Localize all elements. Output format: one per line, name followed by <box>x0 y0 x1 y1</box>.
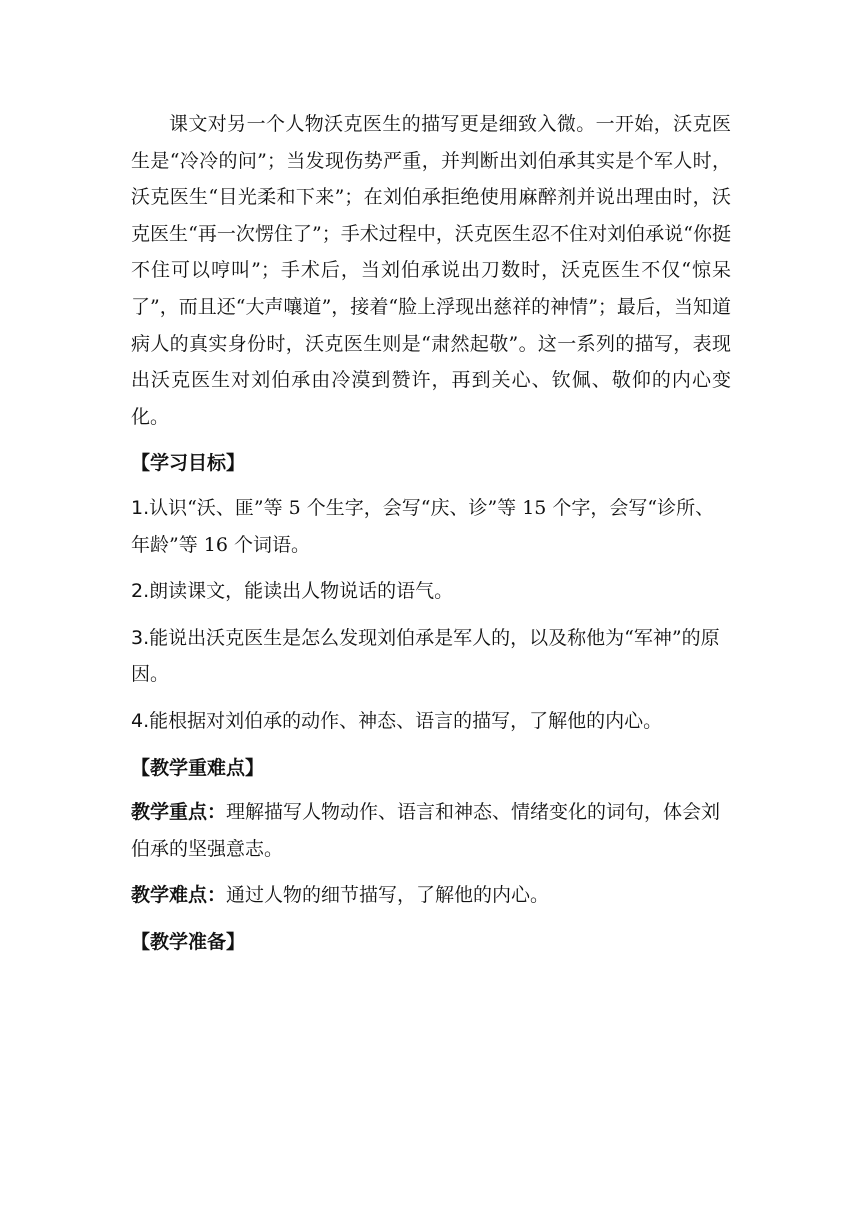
objective-item-2 <box>131 573 731 610</box>
teaching-difficulty-text: 通过人物的细节描写，了解他的内心。 <box>226 884 550 907</box>
objective-number: 1. <box>131 496 150 519</box>
key-points-heading: 【教学重难点】 <box>131 756 265 779</box>
intro-paragraph: 课文对另一个人物沃克医生的描写更是细致入微。一开始，沃克医生是“冷冷的问”；当发现伤势严重，并判断出刘伯承其实是个军人时，沃克医生“目光柔和下来”；在刘伯承拒绝使用麻醉剂并说出理由时，沃克医生“再一次愣住了”；手术过程中，沃克医生忍不住对刘伯承说“你挺不住可以哼叫”；手术后，当刘伯承说出刀数时，沃克医生不仅“惊呆了”，而且还“大声嚷道”，接着“脸上浮现出慈祥的神情”；最后，当知道病人的真实身份时，沃克医生则是“肃然起敬”。这一系列的描写，表现出沃克医生对刘伯承由冷漠到赞许，再到关心、钦佩、敬仰的内心变化。 <box>131 113 731 428</box>
objective-text: 认识“沃、匪”等 5 个生字，会写“庆、诊”等 15 个字，会写“诊所、年龄”等 16 个词语。 <box>131 496 715 556</box>
objective-item-1 <box>131 490 731 563</box>
objective-text: 能根据对刘伯承的动作、神态、语言的描写，了解他的内心。 <box>149 709 663 732</box>
objective-text: 朗读课文，能读出人物说话的语气。 <box>149 580 454 603</box>
objective-number: 3. <box>131 626 150 649</box>
teaching-focus <box>131 794 731 867</box>
teaching-focus-text: 理解描写人物动作、语言和神态、情绪变化的词句，体会刘伯承的坚强意志。 <box>131 801 721 860</box>
objective-item-3 <box>131 620 731 693</box>
objective-number: 4. <box>131 709 150 732</box>
document-page <box>131 106 731 968</box>
teaching-focus-label: 教学重点： <box>131 801 227 824</box>
objective-item-4 <box>131 703 731 740</box>
teaching-difficulty-label: 教学难点： <box>131 884 227 907</box>
objective-text: 能说出沃克医生是怎么发现刘伯承是军人的，以及称他为“军神”的原因。 <box>131 626 720 686</box>
objective-number: 2. <box>131 580 150 603</box>
teaching-difficulty <box>131 877 731 914</box>
objectives-heading: 【学习目标】 <box>131 452 246 475</box>
preparation-heading: 【教学准备】 <box>131 930 246 953</box>
